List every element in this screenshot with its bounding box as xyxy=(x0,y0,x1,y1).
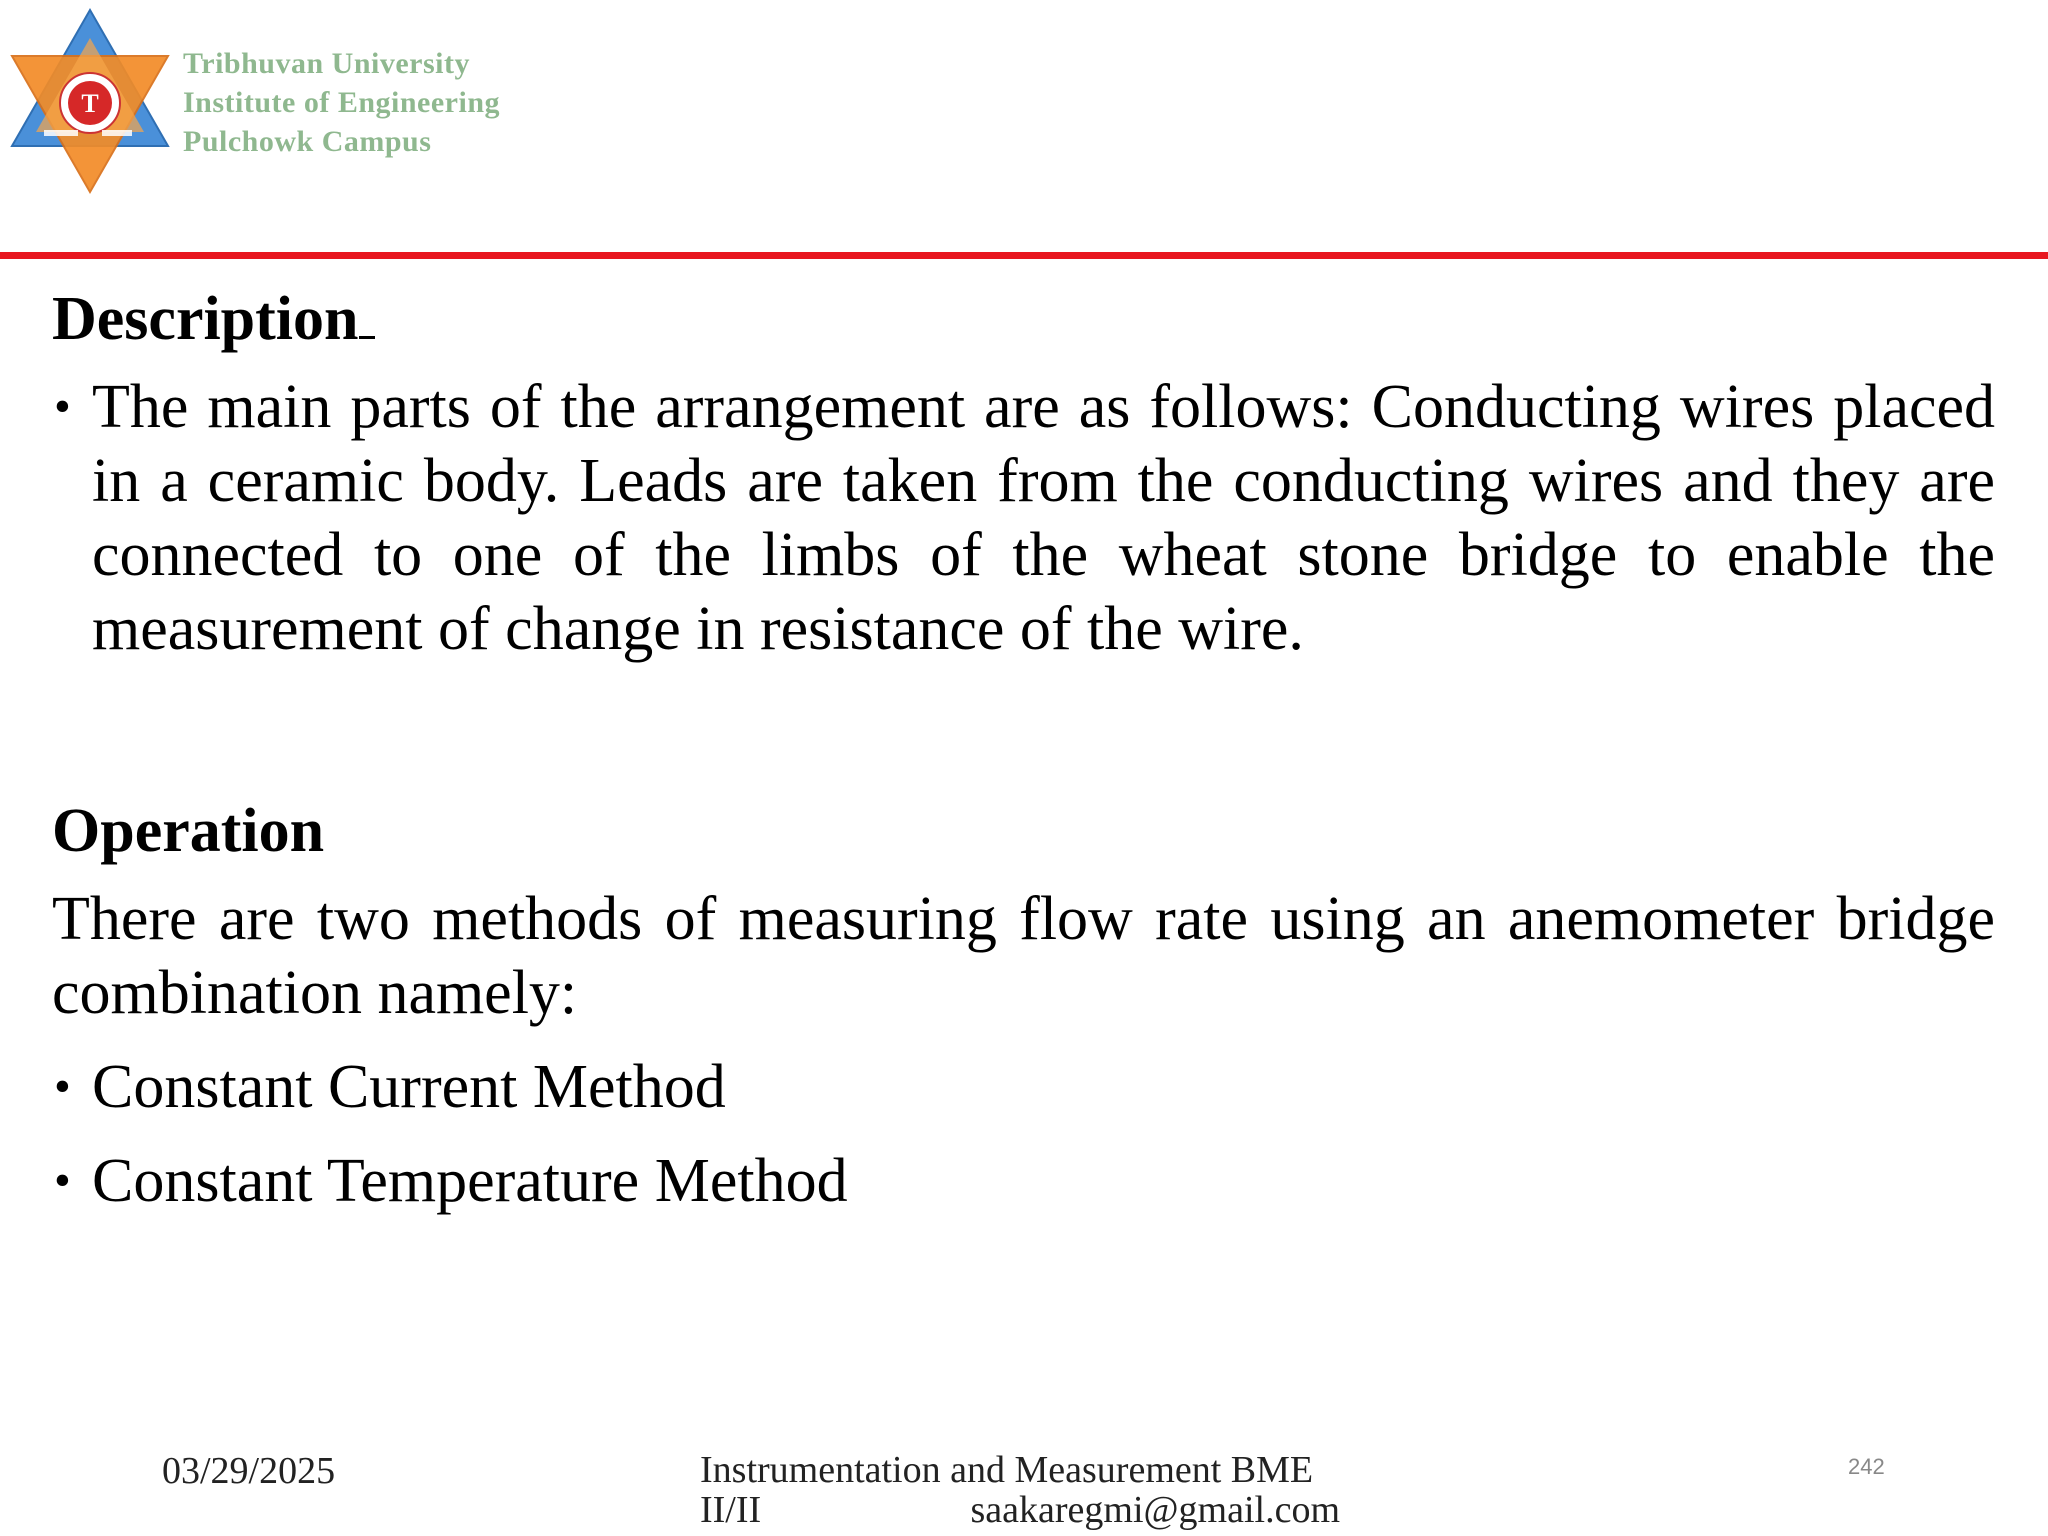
operation-paragraph: There are two methods of measuring flow rate using an anemometer bridge combination namely: xyxy=(52,885,1995,1027)
list-item xyxy=(52,370,1995,666)
bullet-icon: • xyxy=(54,1060,71,1113)
institution-line-university: Tribhuvan University xyxy=(183,47,470,80)
footer-course-title: Instrumentation and Measurement BME xyxy=(700,1449,1314,1491)
bullet-icon: • xyxy=(54,1154,71,1207)
method-constant-temperature: Constant Temperature Method xyxy=(92,1147,848,1215)
university-logo-icon xyxy=(10,8,170,194)
slide-number: 242 xyxy=(1848,1454,1885,1479)
institution-name xyxy=(183,44,500,161)
list-item xyxy=(52,1050,1995,1124)
method-constant-current: Constant Current Method xyxy=(92,1053,726,1121)
footer-title xyxy=(700,1450,1340,1530)
slide-footer xyxy=(0,1440,2048,1536)
footer-semester: II/II xyxy=(700,1489,762,1531)
heading-underscore xyxy=(359,296,375,339)
svg-text:T: T xyxy=(81,89,99,118)
institution-line-institute: Institute of Engineering xyxy=(183,86,501,119)
operation-heading: Operation xyxy=(52,797,325,865)
header-divider xyxy=(0,252,2048,259)
footer-email: saakaregmi@gmail.com xyxy=(970,1489,1340,1531)
list-item xyxy=(52,1144,1995,1218)
description-heading: Description xyxy=(52,282,1995,356)
slide-header xyxy=(0,0,2048,255)
institution-line-campus: Pulchowk Campus xyxy=(183,125,432,158)
bullet-icon: • xyxy=(54,380,71,433)
footer-date: 03/29/2025 xyxy=(162,1450,336,1492)
slide-body xyxy=(52,282,1995,1218)
description-bullet-text: The main parts of the arrangement are as follows: Conducting wires placed in a ceramic body. Leads are taken from the conducting wires and they are connected to one of the limbs of the wheat stone bridge to enable the measurement of change in resistance of the wire. xyxy=(92,373,1995,663)
